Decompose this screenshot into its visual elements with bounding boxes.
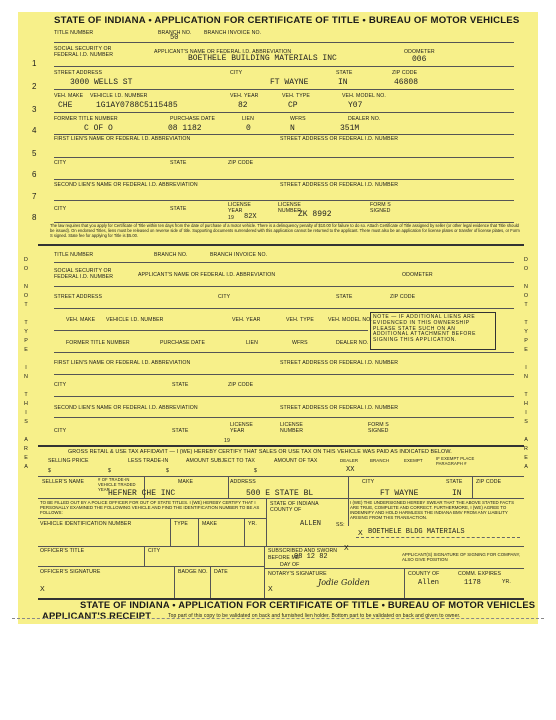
side-text-left: D O N O T T Y P E I N T H I S A R E A xyxy=(23,257,29,470)
lien1-city-label: CITY xyxy=(54,160,67,166)
mid-first-lien-street-label: STREET ADDRESS OR FEDERAL I.D. NUMBER xyxy=(280,360,399,366)
seller-city-label: CITY xyxy=(362,479,375,485)
seller-address-value: 500 E STATE BL xyxy=(246,489,314,498)
lien1-state-label: STATE xyxy=(170,160,187,166)
officer-city-label: CITY xyxy=(148,548,161,554)
vin-field-label: VEHICLE IDENTIFICATION NUMBER xyxy=(40,521,132,527)
day-of-label: DAY OF xyxy=(280,562,300,568)
first-lien-label: FIRST LIEN'S NAME OR FEDERAL I.D. ABBREVIATION xyxy=(54,136,191,142)
if-exempt-label: IF EXEMPT PLACE PARAGRAPH # xyxy=(436,456,475,466)
undersigned-text: I (WE) THE UNDERSIGNED HEREBY SWEAR THAT THE ABOVE STATED FACTS ARE TRUE, COMPLETE AND CORRECT. FURTHERMORE, I (WE) AGREE TO INDEMNIFY AND HOLD HARMLESS THE INDIANA BMV FROM ANY LIABILITY ARISING FROM THIS TRANSACTION. xyxy=(350,500,515,520)
form-title: STATE OF INDIANA • APPLICATION FOR CERTIFICATE OF TITLE • BUREAU OF MOTOR VEHICLES xyxy=(54,15,520,26)
mid-street-label: STREET ADDRESS xyxy=(54,294,103,300)
make-value: CHE xyxy=(58,101,73,110)
mid-applicant-label: APPLICANT'S NAME OR FEDERAL I.D. ABBREVIATION xyxy=(138,272,276,278)
seller-make-label: MAKE xyxy=(178,479,194,485)
notary-signature-x: X xyxy=(268,586,273,593)
selling-price-label: SELLING PRICE xyxy=(48,458,89,464)
mid-veh-year-label: VEH. YEAR xyxy=(232,317,261,323)
odometer-value: 006 xyxy=(412,55,427,64)
lien2-state-label: STATE xyxy=(170,206,187,212)
amount-of-tax-label: AMOUNT OF TAX xyxy=(274,458,318,464)
purchase-date-label: PURCHASE DATE xyxy=(170,116,216,122)
wfrs-value: N xyxy=(290,124,295,133)
notary-county-value: Allen xyxy=(418,579,440,587)
vin-label: VEHICLE I.D. NUMBER xyxy=(90,93,148,99)
line-number-3: 3 xyxy=(32,105,37,114)
ssn-label: SOCIAL SECURITY OR FEDERAL I.D. NUMBER xyxy=(54,46,114,58)
mid-city-label: CITY xyxy=(218,294,231,300)
state-label: STATE xyxy=(336,70,353,76)
branch-no-value: 50 xyxy=(170,34,179,42)
comm-date-value: 1178 xyxy=(464,579,481,587)
date-sworn-value: 08 12 82 xyxy=(294,553,328,561)
yr-field-label: YR. xyxy=(248,521,257,527)
street-value: 3000 WELLS ST xyxy=(70,78,133,87)
lien2-city-label: CITY xyxy=(54,206,67,212)
line-number-8: 8 xyxy=(32,213,37,222)
county-of-label: COUNTY OF xyxy=(270,507,302,513)
liens-note-text: NOTE — IF ADDITIONAL LIENS ARE EVIDENCED IN THIS OWNERSHIP PLEASE STATE SUCH ON AN ADDITIONAL ATTACHMENT BEFORE SIGNING THIS APPLICATION. xyxy=(373,314,477,344)
street-label: STREET ADDRESS xyxy=(54,70,103,76)
notary-county-label: COUNTY OF xyxy=(408,571,440,577)
applicants-receipt: APPLICANT'S RECEIPT xyxy=(42,610,152,621)
line-number-4: 4 xyxy=(32,126,37,135)
tax-exempt-label: EXEMPT xyxy=(404,458,423,463)
applicant-signature-value: BOETHELE BLDG MATERIALS xyxy=(368,528,465,536)
mid-wfrs-label: WFRS xyxy=(292,340,308,346)
form-s-label: FORM S SIGNED xyxy=(370,202,391,214)
mid-lien2-state-label: STATE xyxy=(172,428,189,434)
comm-expires-label: COMM. EXPIRES xyxy=(458,571,502,577)
seller-city-value: FT WAYNE xyxy=(380,489,419,498)
mid-year-prefix: 19 xyxy=(224,438,230,444)
model-value: Y07 xyxy=(348,101,363,110)
tax-branch-label: BRANCH xyxy=(370,458,390,463)
former-title-value: C OF O xyxy=(84,124,113,133)
vin-value: 1G1AY0788C5115485 xyxy=(96,101,178,110)
mid-second-lien-street-label: STREET ADDRESS OR FEDERAL I.D. NUMBER xyxy=(280,405,399,411)
dollar-3: $ xyxy=(166,468,169,474)
license-number-label: LICENSE NUMBER xyxy=(278,202,302,214)
officer-title-label: OFFICER'S TITLE xyxy=(40,548,85,554)
second-lien-label: SECOND LIEN'S NAME OR FEDERAL I.D. ABBREVIATION xyxy=(54,182,198,188)
mid-dealer-label: DEALER NO. xyxy=(336,340,369,346)
dealer-value: 351M xyxy=(340,124,360,133)
tax-affidavit: GROSS RETAIL & USE TAX AFFIDAVIT — I (WE) HEREBY CERTIFY THAT SALES OR USE TAX ON THIS VEHICLE WAS PAID AS INDICATED BELOW. xyxy=(68,449,452,455)
tax-dealer-label: DEALER xyxy=(340,458,359,463)
city-value: FT WAYNE xyxy=(270,78,309,87)
state-value: IN xyxy=(338,78,348,87)
license-number-value: ZK 8992 xyxy=(298,210,332,219)
mid-first-lien-label: FIRST LIEN'S NAME OR FEDERAL I.D. ABBREVIATION xyxy=(54,360,191,366)
date-label: DATE xyxy=(214,569,228,575)
make-field-label: MAKE xyxy=(202,521,218,527)
mid-purchase-date-label: PURCHASE DATE xyxy=(160,340,206,346)
lien-value: 0 xyxy=(246,124,251,133)
dollar-2: $ xyxy=(108,468,111,474)
mid-branch-no-label: BRANCH NO. xyxy=(154,252,188,258)
seller-state-label: STATE xyxy=(446,479,463,485)
mid-veh-model-label: VEH. MODEL NO. xyxy=(328,317,372,323)
applicant-name: BOETHELE BUILDING MATERIALS INC xyxy=(188,54,337,63)
type-field-label: TYPE xyxy=(174,521,188,527)
before-me-label: BEFORE ME xyxy=(268,555,300,561)
purchase-date-value: 08 1182 xyxy=(168,124,202,133)
legal-notice: The law requires that you apply for Certificate of Title within ten days from the date of purchase of a motor vehicle. There is a delinquency penalty of $10.00 for failure to do so. Attach Certificate of Title assigned by seller (or other legal evidence that Title should be issued). On endorsed Titles, liens must be released on reverse side of title. Supporting documents surrendered with this application cannot be returned to the applicant. There must also be an application for license plates or transfer of license plates, or Form S signed. State fee for applying for Title is $5.00. xyxy=(50,223,520,238)
mid-lien2-city-label: CITY xyxy=(54,428,67,434)
subscribed-x: X xyxy=(344,545,349,552)
license-year-prefix: 19 xyxy=(228,215,234,221)
zip-label: ZIP CODE xyxy=(392,70,418,76)
receipt-note: Top part of this copy to be validated on back and furnished lien holder. Bottom part to be validated on back and given to owner. xyxy=(168,613,461,619)
line-number-5: 5 xyxy=(32,149,37,158)
police-officer-text: TO BE FILLED OUT BY A POLICE OFFICER FOR OUT OF STATE TITLES. I (WE) HEREBY CERTIFY THAT I PERSONALLY EXAMINED THE FOLLOWING VEHICLE AND FIND THE IDENTIFICATION NUMBER TO BE AS FOLLOWS: xyxy=(40,500,260,515)
mid-license-number-label: LICENSE NUMBER xyxy=(280,422,304,434)
title-number-label: TITLE NUMBER xyxy=(54,30,94,36)
applicant-sig-label: APPLICANT(S) SIGNATURE OF SIGNING FOR COMPANY, ALSO GIVE POSITION xyxy=(402,552,521,562)
perforation-line xyxy=(12,618,544,619)
seller-address-label: ADDRESS xyxy=(230,479,256,485)
type-value: CP xyxy=(288,101,298,110)
branch-invoice-label: BRANCH INVOICE NO. xyxy=(204,30,262,36)
license-year-value: 82X xyxy=(244,213,257,221)
seller-state-value: IN xyxy=(452,489,462,498)
license-year-label: LICENSE YEAR xyxy=(228,202,251,214)
liens-note-box xyxy=(370,312,496,350)
mid-zip-label: ZIP CODE xyxy=(390,294,416,300)
mid-lien1-city-label: CITY xyxy=(54,382,67,388)
subscribed-label: SUBSCRIBED AND SWORN xyxy=(268,548,338,554)
title-application-form xyxy=(18,12,538,624)
dollar-1: $ xyxy=(48,468,51,474)
mid-veh-type-label: VEH. TYPE xyxy=(286,317,314,323)
odometer-label: ODOMETER xyxy=(404,49,435,55)
mid-veh-make-label: VEH. MAKE xyxy=(66,317,96,323)
line-number-7: 7 xyxy=(32,192,37,201)
dealer-label: DEALER NO. xyxy=(348,116,381,122)
veh-year-label: VEH. YEAR xyxy=(230,93,259,99)
mid-lien-label: LIEN xyxy=(246,340,258,346)
less-trade-in-label: LESS TRADE-IN xyxy=(128,458,169,464)
county-value: ALLEN xyxy=(300,520,322,528)
lien1-zip-label: ZIP CODE xyxy=(228,160,254,166)
former-title-label: FORMER TITLE NUMBER xyxy=(54,116,118,122)
line-number-2: 2 xyxy=(32,82,37,91)
mid-lien1-state-label: STATE xyxy=(172,382,189,388)
side-text-right: D O N O T T Y P E I N T H I S A R E A xyxy=(523,257,529,470)
city-label: CITY xyxy=(230,70,243,76)
amount-subject-label: AMOUNT SUBJECT TO TAX xyxy=(186,458,255,464)
seller-zip-label: ZIP CODE xyxy=(476,479,502,485)
line-number-1: 1 xyxy=(32,59,37,68)
mid-license-year-label: LICENSE YEAR xyxy=(230,422,253,434)
mid-title-number-label: TITLE NUMBER xyxy=(54,252,94,258)
mid-odometer-label: ODOMETER xyxy=(402,272,433,278)
ss-label: SS: xyxy=(336,522,345,528)
trade-in-label: # OF TRADE-IN VEHICLE TRADED YEAR xyxy=(98,477,136,492)
badge-no-label: BADGE NO. xyxy=(178,569,208,575)
year-value: 82 xyxy=(238,101,248,110)
dollar-4: $ xyxy=(254,468,257,474)
footer-title: STATE OF INDIANA • APPLICATION FOR CERTIFICATE OF TITLE • BUREAU OF MOTOR VEHICLES xyxy=(80,599,536,610)
zip-value: 46808 xyxy=(394,78,419,87)
mid-form-s-label: FORM S SIGNED xyxy=(368,422,389,434)
officer-signature-label: OFFICER'S SIGNATURE xyxy=(40,569,101,575)
first-lien-street-label: STREET ADDRESS OR FEDERAL I.D. NUMBER xyxy=(280,136,399,142)
mid-second-lien-label: SECOND LIEN'S NAME OR FEDERAL I.D. ABBREVIATION xyxy=(54,405,198,411)
line-number-6: 6 xyxy=(32,170,37,179)
mid-branch-invoice-label: BRANCH INVOICE NO. xyxy=(210,252,268,258)
veh-type-label: VEH. TYPE xyxy=(282,93,310,99)
applicant-signature-x: X xyxy=(358,530,363,537)
notary-name: Jodie Golden xyxy=(318,578,370,587)
branch-no-label: BRANCH NO. xyxy=(158,30,192,36)
second-lien-street-label: STREET ADDRESS OR FEDERAL I.D. NUMBER xyxy=(280,182,399,188)
mid-ssn-label: SOCIAL SECURITY OR FEDERAL I.D. NUMBER xyxy=(54,268,114,280)
applicant-label: APPLICANT'S NAME OR FEDERAL I.D. ABBREVIATION xyxy=(154,49,292,55)
lien-label: LIEN xyxy=(242,116,254,122)
seller-name-label: SELLER'S NAME xyxy=(42,479,85,485)
exempt-mark: XX xyxy=(346,466,355,474)
notary-signature-label: NOTARY'S SIGNATURE xyxy=(268,571,327,577)
mid-vin-label: VEHICLE I.D. NUMBER xyxy=(106,317,164,323)
veh-model-label: VEH. MODEL NO. xyxy=(342,93,386,99)
veh-make-label: VEH. MAKE xyxy=(54,93,84,99)
state-of-indiana-label: STATE OF INDIANA xyxy=(270,501,319,507)
seller-name-value: HEFNER CHE INC xyxy=(108,489,176,498)
mid-lien1-zip-label: ZIP CODE xyxy=(228,382,254,388)
officer-signature-x: X xyxy=(40,586,45,593)
mid-state-label: STATE xyxy=(336,294,353,300)
wfrs-label: WFRS xyxy=(290,116,306,122)
mid-former-title-label: FORMER TITLE NUMBER xyxy=(66,340,130,346)
comm-yr-label: YR. xyxy=(502,579,511,585)
